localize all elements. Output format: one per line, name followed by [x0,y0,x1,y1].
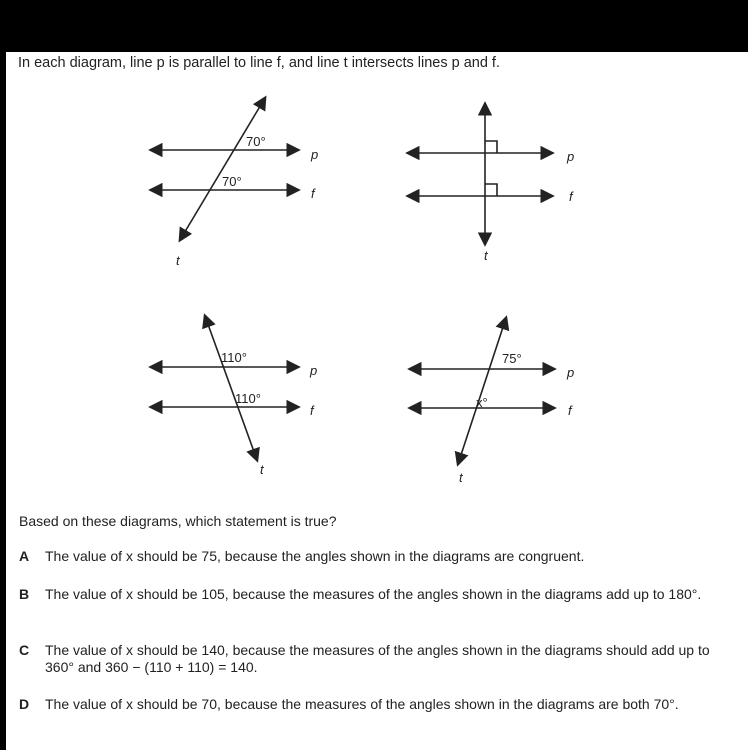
d3-line-t [205,316,257,460]
d3-angle-top-label: 110° [221,350,247,365]
d3-p-label: p [310,363,318,378]
d2-p-label: p [567,149,575,164]
d4-t-label: t [459,470,463,485]
d4-line-t [458,318,506,464]
d4-angle-bottom-label: x° [476,395,488,410]
choice-d-letter: D [19,696,30,712]
d3-t-label: t [260,462,264,477]
d1-p-label: p [311,147,319,162]
diagrams-figure [6,52,748,512]
choice-c-text: The value of x should be 140, because the measures of the angles shown in the diagrams should add up to 360° and 360 − (110 + 110) = 140. [45,642,710,675]
d2-right-angle-bottom [485,184,497,196]
choice-b-letter: B [19,586,30,602]
d1-f-label: f [311,186,315,201]
d1-angle-bottom-label: 70° [222,174,242,189]
d3-angle-bottom-label: 110° [235,391,261,406]
choice-c-letter: C [19,642,30,658]
diagram-2 [408,104,552,244]
d2-right-angle-top [485,141,497,153]
diagram-1 [151,98,298,240]
d1-t-label: t [176,253,180,268]
d1-angle-top-label: 70° [246,134,266,149]
d4-angle-top-label: 75° [502,351,522,366]
d1-line-t [180,98,265,240]
choice-a-letter: A [19,548,30,564]
diagram-4 [410,318,554,464]
worksheet [6,52,748,750]
d3-f-label: f [310,403,314,418]
d2-f-label: f [569,189,573,204]
d2-t-label: t [484,248,488,263]
d4-f-label: f [568,403,572,418]
d4-p-label: p [567,365,575,380]
choice-a-text: The value of x should be 75, because the angles shown in the diagrams are congruent. [45,548,585,564]
choice-b-text: The value of x should be 105, because the measures of the angles shown in the diagrams add up to 180°. [45,586,702,602]
choice-d-text: The value of x should be 70, because the measures of the angles shown in the diagrams are both 70°. [45,696,679,712]
prompt-text: In each diagram, line p is parallel to line f, and line t intersects lines p and f. [18,55,500,71]
top-black-bar [0,0,748,52]
question-text: Based on these diagrams, which statement is true? [19,513,337,529]
diagram-3 [151,316,298,460]
